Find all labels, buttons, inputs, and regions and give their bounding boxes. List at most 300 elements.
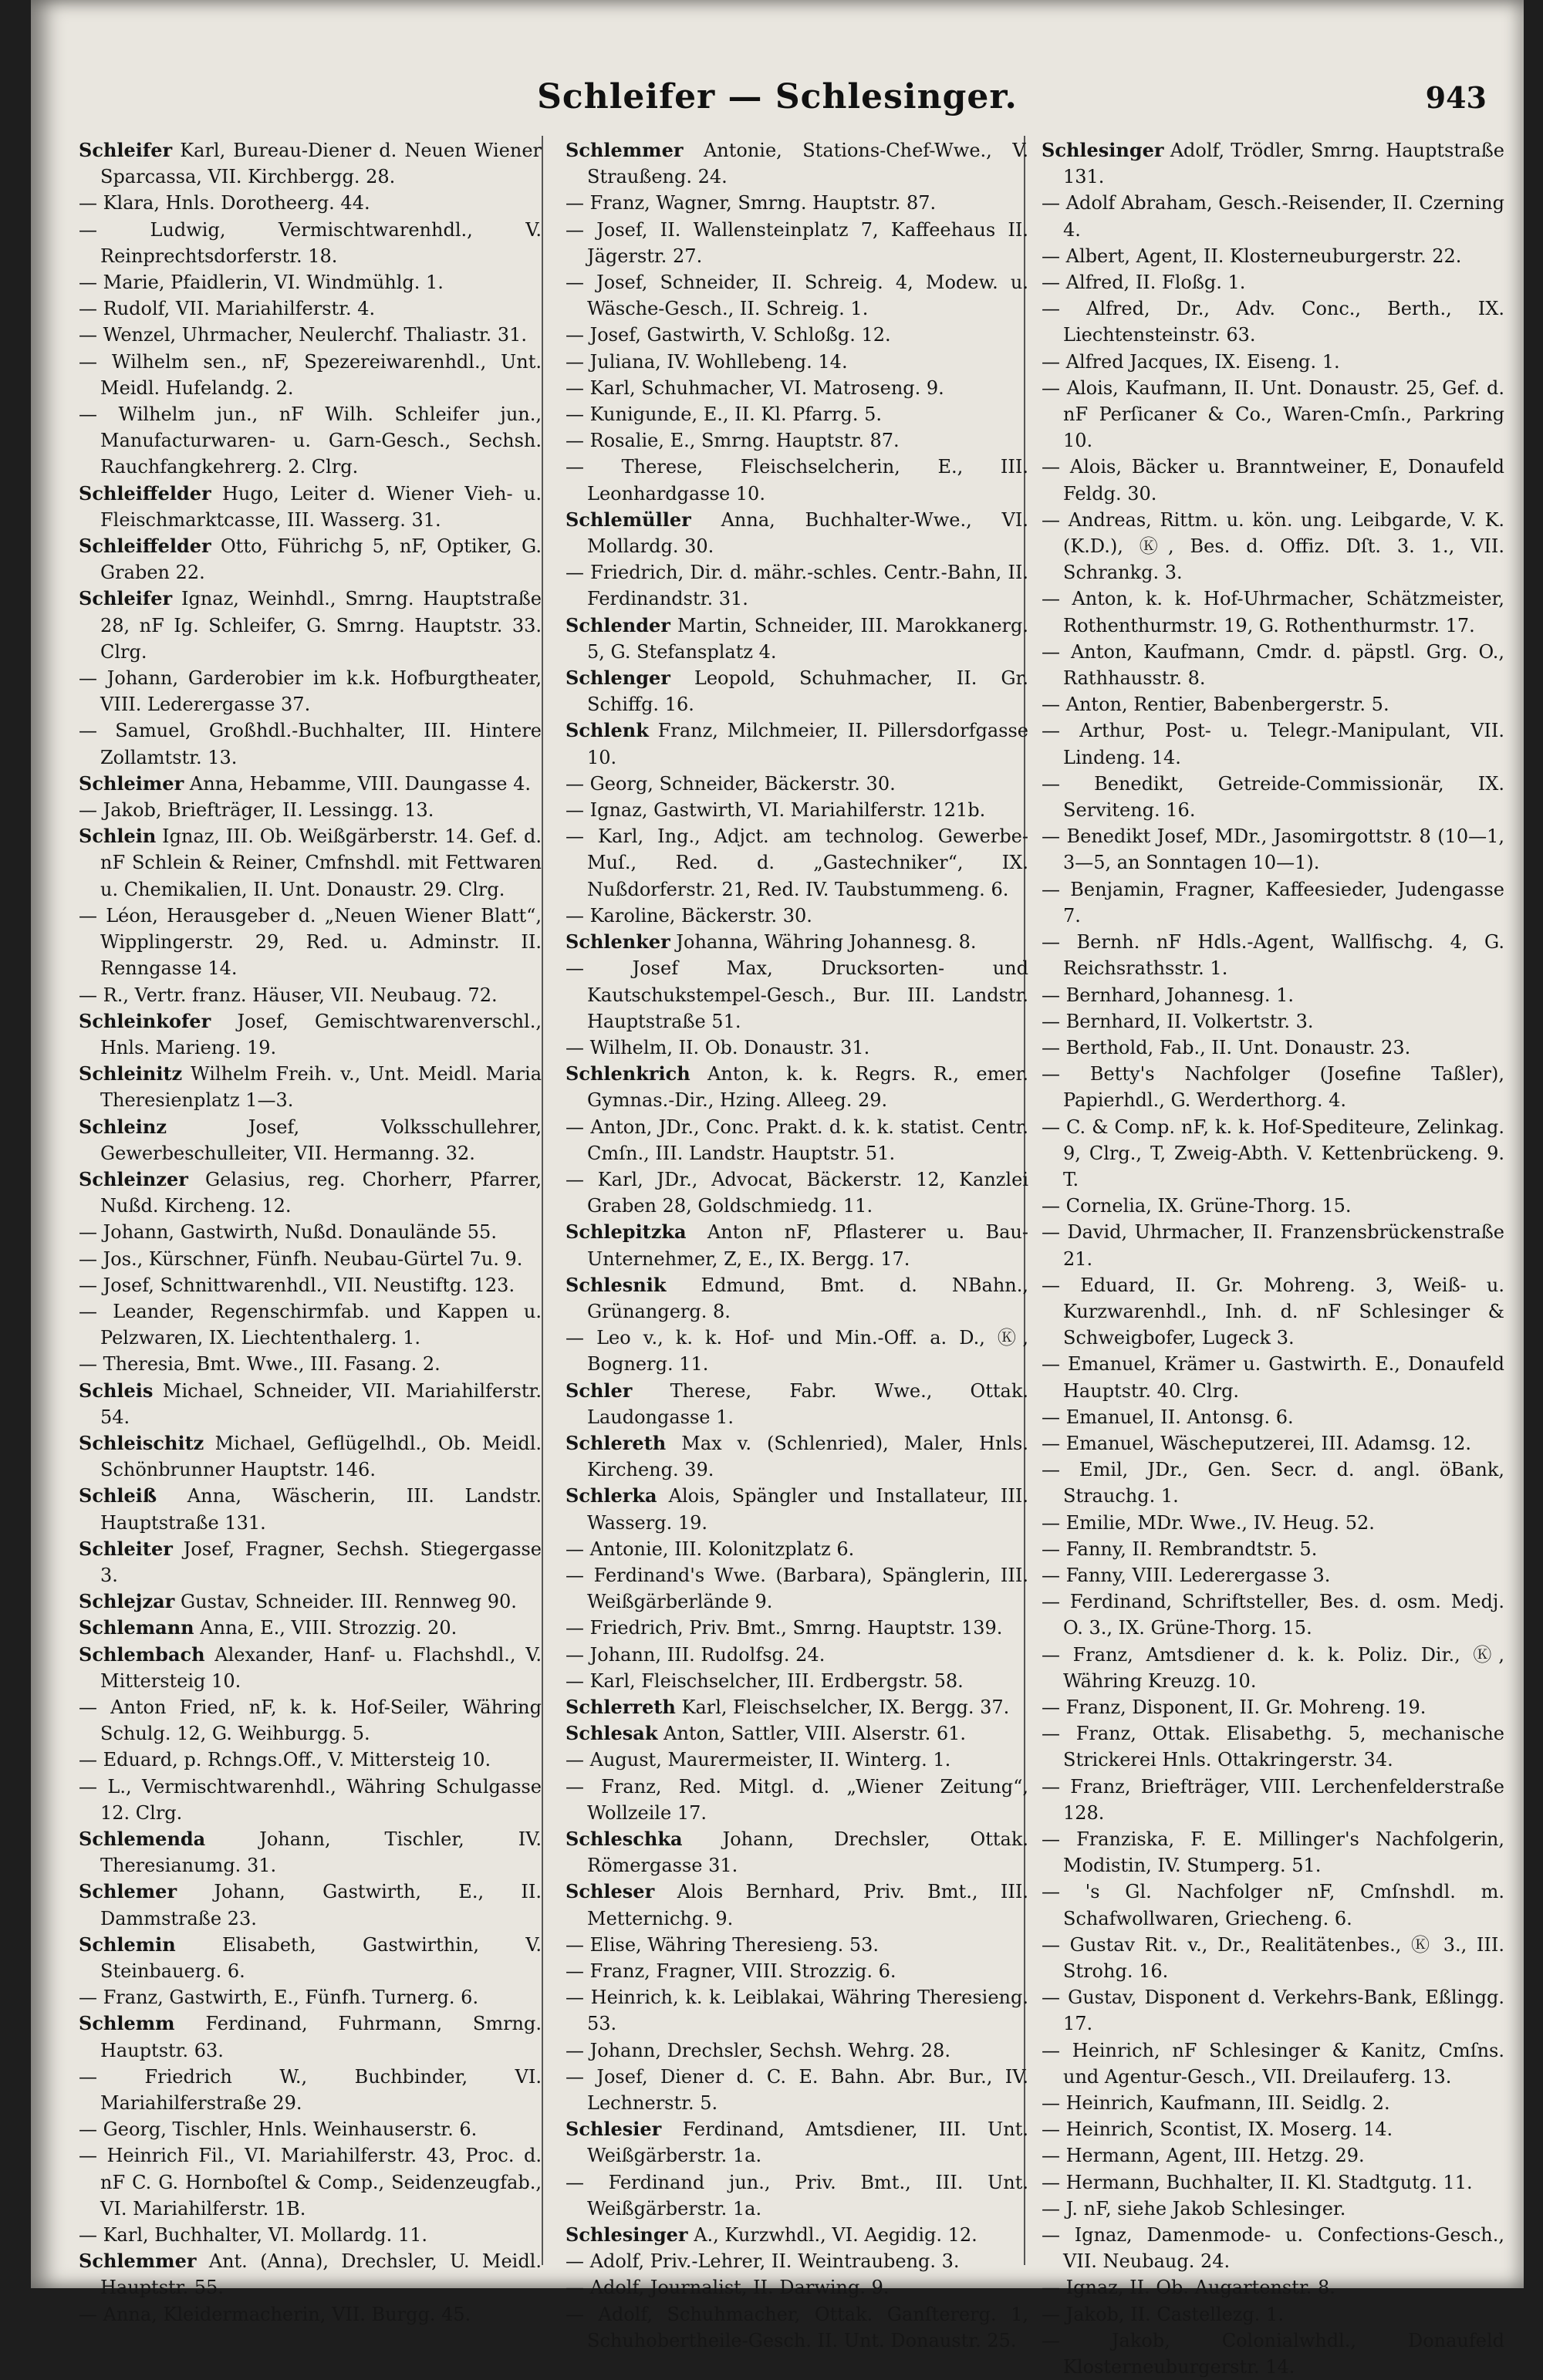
directory-entry	[566, 1114, 1028, 1166]
directory-entry	[566, 1694, 1028, 1720]
entry-text: — Johann, III. Rudolfsg. 24.	[566, 1643, 826, 1666]
entry-text: — Karoline, Bäckerstr. 30.	[566, 904, 812, 927]
entry-text: — Juliana, IV. Wohllebeng. 14.	[566, 350, 848, 373]
directory-entry	[1042, 1061, 1504, 1113]
directory-entry	[1042, 1774, 1504, 1826]
directory-entry	[566, 401, 1028, 427]
entry-text: — Anton, k. k. Hof-Uhrmacher, Schätzmeister, Rothenthurmstr. 19, G. Rothenthurmstr. 17.	[1042, 588, 1504, 636]
directory-entry	[566, 929, 1028, 955]
entry-text: — Betty's Nachfolger (Josefine Taßler), Papierhdl., G. Werderthorg. 4.	[1042, 1063, 1504, 1112]
directory-entry	[79, 1642, 542, 1694]
directory-entry	[1042, 1404, 1504, 1430]
entry-text: — Johann, Garderobier im k.k. Hofburgtheater, VIII. Lederergasse 37.	[79, 667, 542, 716]
directory-entry	[1042, 1694, 1504, 1720]
entry-text: — Elise, Währing Theresieng. 53.	[566, 1933, 880, 1956]
directory-entry	[1042, 375, 1504, 454]
entry-text: — Wilhelm jun., nF Wilh. Schleifer jun., Manufacturwaren- u. Garn-Gesch., Sechsh. Rauchfangkehrerg. 2. Clrg.	[79, 403, 542, 478]
directory-entry	[1042, 771, 1504, 823]
entry-text: — Karl, Fleischselcher, III. Erdbergstr. 58.	[566, 1669, 964, 1692]
directory-entry	[566, 269, 1028, 322]
entry-text: — Josef, Gastwirth, V. Schloßg. 12.	[566, 324, 891, 346]
directory-entry	[566, 1483, 1028, 1535]
directory-entry	[79, 295, 542, 322]
entry-text: — Eduard, p. Rchngs.Off., V. Mittersteig 10.	[79, 1749, 491, 1771]
entry-text: — Berthold, Fab., II. Unt. Donaustr. 23.	[1042, 1036, 1411, 1058]
entry-surname: Schleschka	[566, 1828, 683, 1850]
entry-text: — Jakob, Briefträger, II. Lessingg. 13.	[79, 799, 434, 822]
directory-entry	[79, 1536, 542, 1588]
entry-text: — Rosalie, E., Smrng. Hauptstr. 87.	[566, 430, 900, 452]
directory-page	[31, 0, 1524, 2378]
entry-text: — Heinrich, Scontist, IX. Moserg. 14.	[1042, 2118, 1393, 2141]
directory-entry	[1042, 1588, 1504, 1641]
directory-entry	[566, 1166, 1028, 1219]
entry-text: Edmund, Bmt. d. NBahn., Grünangerg. 8.	[587, 1274, 1028, 1322]
directory-entry	[79, 1378, 542, 1430]
directory-entry	[79, 1246, 542, 1272]
entry-text: — Gustav Rit. v., Dr., Realitätenbes., Ⓚ 3., III. Strohg. 16.	[1042, 1933, 1504, 1983]
directory-entry	[79, 2064, 542, 2116]
directory-entry	[1042, 2301, 1504, 2328]
directory-entry	[1042, 982, 1504, 1008]
entry-text: — Emanuel, Krämer u. Gastwirth. E., Donaufeld Hauptstr. 40. Clrg.	[1042, 1353, 1504, 1402]
entry-text: Gelasius, reg. Chorherr, Pfarrer, Nußd. Kircheng. 12.	[100, 1168, 542, 1217]
entry-text: — C. & Comp. nF, k. k. Hof-Spediteure, Zelinkag. 9, Clrg., T, Zweig-Abth. V. Kettenbrückeng. 9. T.	[1042, 1116, 1504, 1190]
entry-text: Josef, Volksschullehrer, Gewerbeschulleiter, VII. Hermanng. 32.	[100, 1116, 542, 1164]
entry-text: Ferdinand, Amtsdiener, III. Unt. Weißgärberstr. 1a.	[587, 2118, 1028, 2167]
entry-text: — Eduard, II. Gr. Mohreng. 3, Weiß- u. Kurzwarenhdl., Inh. d. nF Schlesinger & Schweigbofer, Lugeck 3.	[1042, 1274, 1504, 1349]
directory-entry	[79, 717, 542, 770]
directory-entry	[1042, 1510, 1504, 1536]
directory-entry	[1042, 1351, 1504, 1403]
entry-text: — Alfred, Dr., Adv. Conc., Berth., IX. Liechtensteinstr. 63.	[1042, 298, 1504, 346]
directory-entry	[1042, 190, 1504, 242]
entry-text: — Fanny, VIII. Lederergasse 3.	[1042, 1564, 1331, 1586]
directory-entry	[1042, 1219, 1504, 1271]
directory-entry	[566, 1562, 1028, 1615]
directory-entry	[1042, 1826, 1504, 1879]
entry-text: Alexander, Hanf- u. Flachshdl., V. Mittersteig 10.	[100, 1643, 542, 1692]
directory-entry	[566, 1272, 1028, 1325]
directory-entry	[1042, 454, 1504, 506]
entry-text: Josef, Gemischtwarenverschl., Hnls. Marieng. 19.	[100, 1010, 542, 1058]
entry-surname: Schlesinger	[1042, 139, 1164, 161]
directory-entry	[79, 533, 542, 586]
entry-text: Karl, Bureau-Diener d. Neuen Wiener Sparcassa, VII. Kirchbergg. 28.	[100, 140, 542, 188]
directory-entry	[566, 454, 1028, 506]
directory-entry	[566, 2116, 1028, 2169]
directory-entry	[566, 1984, 1028, 2037]
entry-text: Wilhelm Freih. v., Unt. Meidl. Maria Theresienplatz 1—3.	[100, 1063, 542, 1112]
entry-text: Johann, Drechsler, Ottak. Römergasse 31.	[587, 1828, 1028, 1877]
directory-entry	[79, 1694, 542, 1747]
directory-entry	[79, 1932, 542, 1984]
directory-entry	[566, 2301, 1028, 2354]
entry-surname: Schleiffelder	[79, 481, 211, 505]
entry-text: Ignaz, Weinhdl., Smrng. Hauptstraße 28, nF Ig. Schleifer, G. Smrng. Hauptstr. 33. Clrg.	[100, 588, 542, 663]
directory-entry	[566, 2064, 1028, 2116]
entry-surname: Schleinitz	[79, 1062, 183, 1085]
entry-text: Karl, Fleischselcher, IX. Bergg. 37.	[681, 1696, 1010, 1718]
entry-text: — Franz, Red. Mitgl. d. „Wiener Zeitung“, Wollzeile 17.	[566, 1775, 1028, 1824]
entry-text: — Franziska, F. E. Millinger's Nachfolgerin, Modistin, IV. Stumperg. 51.	[1042, 1828, 1504, 1877]
entry-surname: Schlembach	[79, 1642, 205, 1666]
entry-surname: Schlerka	[566, 1484, 657, 1507]
directory-entry	[566, 349, 1028, 375]
entry-surname: Schlenkrich	[566, 1062, 690, 1085]
entry-text: — Anna, Kleidermacherin, VII. Burgg. 45.	[79, 2303, 471, 2325]
entry-text: — Antonie, III. Kolonitzplatz 6.	[566, 1538, 855, 1560]
entry-text: — Friedrich, Priv. Bmt., Smrng. Hauptstr. 139.	[566, 1617, 1003, 1639]
entry-text: — Friedrich, Dir. d. mähr.-schles. Centr.-Bahn, II. Ferdinandstr. 31.	[566, 562, 1028, 610]
entry-surname: Schleser	[566, 1880, 655, 1903]
directory-entry	[566, 2248, 1028, 2274]
entry-text: — David, Uhrmacher, II. Franzensbrückenstraße 21.	[1042, 1221, 1504, 1270]
directory-entry	[79, 1219, 542, 1245]
directory-entry	[1042, 2222, 1504, 2274]
directory-entry	[566, 2274, 1028, 2301]
directory-entry	[566, 1932, 1028, 1958]
directory-entry	[1042, 929, 1504, 981]
entry-text: — Cornelia, IX. Grüne-Thorg. 15.	[1042, 1195, 1352, 1217]
entry-text: — Johann, Drechsler, Sechsh. Wehrg. 28.	[566, 2039, 950, 2061]
entry-surname: Schlesnik	[566, 1273, 667, 1296]
directory-entry	[566, 322, 1028, 348]
directory-entry	[1042, 1193, 1504, 1219]
directory-entry	[1042, 1008, 1504, 1035]
entry-text: — 's Gl. Nachfolger nF, Cmſnshdl. m. Schafwollwaren, Griecheng. 6.	[1042, 1881, 1504, 1929]
directory-entry	[79, 823, 542, 903]
directory-entry	[566, 1615, 1028, 1641]
entry-text: — Ignaz, II. Ob. Augartenstr. 8.	[1042, 2277, 1335, 2299]
entry-surname: Schleis	[79, 1379, 154, 1402]
directory-entry	[566, 903, 1028, 929]
entry-text: Johann, Tischler, IV. Theresianumg. 31.	[100, 1828, 542, 1877]
directory-entry	[79, 401, 542, 481]
directory-entry	[1042, 269, 1504, 295]
entry-text: A., Kurzwhdl., VI. Aegidig. 12.	[694, 2224, 977, 2247]
directory-entry	[1042, 823, 1504, 876]
directory-entry	[566, 1035, 1028, 1061]
entry-text: — August, Maurermeister, II. Winterg. 1.	[566, 1749, 951, 1771]
entry-text: — Heinrich, k. k. Leiblakai, Währing Theresieng. 53.	[566, 1987, 1028, 2035]
directory-entry	[566, 1720, 1028, 1747]
directory-entry	[1042, 243, 1504, 269]
directory-entry	[1042, 1457, 1504, 1509]
entry-surname: Schleinkofer	[79, 1009, 211, 1032]
entry-text: — Arthur, Post- u. Telegr.-Manipulant, VII. Lindeng. 14.	[1042, 720, 1504, 768]
directory-entry	[79, 1061, 542, 1113]
directory-entry	[1042, 1536, 1504, 1562]
directory-entry	[1042, 1932, 1504, 1984]
column-2	[566, 137, 1029, 2351]
entry-text: — Ignaz, Damenmode- u. Confections-Gesch., VII. Neubaug. 24.	[1042, 2224, 1504, 2273]
entry-text: — Anton Fried, nF, k. k. Hof-Seiler, Währing Schulg. 12, G. Weihburgg. 5.	[79, 1696, 542, 1745]
entry-text: — Bernhard, II. Volkertstr. 3.	[1042, 1010, 1314, 1032]
entry-text: — Jakob, Colonialwhdl., Donaufeld Klosterneuburgerstr. 14.	[1042, 2329, 1504, 2378]
entry-text: — Alois, Kaufmann, II. Unt. Donaustr. 25, Gef. d. nF Perſicaner & Co., Waren-Cmſn., Parkring 10.	[1042, 376, 1504, 452]
entry-text: — Franz, Gastwirth, E., Fünfh. Turnerg. 6.	[79, 1987, 479, 2009]
entry-text: — Georg, Tischler, Hnls. Weinhauserstr. 6.	[79, 2118, 478, 2141]
entry-text: — Heinrich, nF Schlesinger & Kanitz, Cmſns. und Agentur-Gesch., VII. Dreilauferg. 13.	[1042, 2039, 1504, 2088]
directory-entry	[79, 190, 542, 216]
entry-text: — Wenzel, Uhrmacher, Neulerchf. Thaliastr. 31.	[79, 324, 528, 346]
entry-text: — Anton, Kaufmann, Cmdr. d. päpstl. Grg. O., Rathhausstr. 8.	[1042, 640, 1504, 690]
directory-entry	[1042, 1035, 1504, 1061]
directory-entry	[566, 507, 1028, 559]
directory-entry	[79, 1588, 542, 1615]
page-number: 943	[1425, 80, 1487, 115]
entry-surname: Schlereth	[566, 1431, 667, 1454]
directory-entry	[1042, 2116, 1504, 2142]
entry-text: Franz, Milchmeier, II. Pillersdorfgasse 10.	[587, 720, 1028, 768]
entry-text: — Franz, Disponent, II. Gr. Mohreng. 19.	[1042, 1696, 1427, 1718]
entry-text: Hugo, Leiter d. Wiener Vieh- u. Fleischmarktcasse, III. Wasserg. 31.	[100, 482, 542, 531]
entry-text: — Franz, Briefträger, VIII. Lerchenfelderstraße 128.	[1042, 1775, 1504, 1824]
entry-text: — Wilhelm, II. Ob. Donaustr. 31.	[566, 1036, 870, 1058]
directory-entry	[79, 1272, 542, 1298]
directory-entry	[566, 955, 1028, 1035]
entry-surname: Schlejzar	[79, 1590, 175, 1613]
entry-text: — Adolf, Journalist, II. Darwing. 9.	[566, 2277, 890, 2299]
entry-surname: Schleinz	[79, 1115, 167, 1138]
directory-entry	[1042, 2090, 1504, 2116]
directory-entry	[566, 2169, 1028, 2222]
entry-text: — Adolf Abraham, Gesch.-Reisender, II. Czerning 4.	[1042, 192, 1504, 241]
entry-surname: Schlein	[79, 825, 157, 848]
entry-text: — Emil, JDr., Gen. Secr. d. angl. öBank, Strauchg. 1.	[1042, 1459, 1504, 1507]
entry-surname: Schlesak	[566, 1722, 658, 1745]
entry-text: — Theresia, Bmt. Wwe., III. Fasang. 2.	[79, 1353, 441, 1376]
entry-text: — Ludwig, Vermischtwarenhdl., V. Reinprechtsdorferstr. 18.	[79, 218, 542, 267]
entry-surname: Schlemüller	[566, 508, 691, 531]
directory-entry	[79, 269, 542, 295]
directory-entry	[1042, 295, 1504, 348]
entry-surname: Schlemann	[79, 1616, 194, 1639]
entry-text: — Ignaz, Gastwirth, VI. Mariahilferstr. 121b.	[566, 799, 986, 822]
directory-entry	[566, 1668, 1028, 1694]
directory-entry	[1042, 1114, 1504, 1193]
entry-text: — Bernh. nF Hdls.-Agent, Wallfischg. 4, G. Reichsrathsstr. 1.	[1042, 931, 1504, 980]
entry-text: — Samuel, Großhdl.-Buchhalter, III. Hintere Zollamtstr. 13.	[79, 720, 542, 768]
entry-text: — Alfred, II. Floßg. 1.	[1042, 272, 1246, 294]
entry-text: Ignaz, III. Ob. Weißgärberstr. 14. Gef. d. nF Schlein & Reiner, Cmfnshdl. mit Fettwaren u. Chemikalien, II. Unt. Donaustr. 29. Clrg.	[100, 825, 542, 900]
directory-entry	[1042, 507, 1504, 586]
column-1	[79, 137, 542, 2325]
directory-entry	[79, 349, 542, 401]
entry-surname: Schlenker	[566, 930, 670, 954]
directory-entry	[1042, 876, 1504, 929]
directory-entry	[1042, 586, 1504, 638]
directory-entry	[1042, 691, 1504, 717]
directory-entry	[566, 1219, 1028, 1271]
entry-surname: Schlemenda	[79, 1828, 206, 1850]
entry-text: Michael, Geflügelhdl., Ob. Meidl. Schönbrunner Hauptstr. 146.	[100, 1432, 542, 1481]
entry-text: Elisabeth, Gastwirthin, V. Steinbauerg. 6.	[100, 1933, 542, 1983]
entry-text: — L., Vermischtwarenhdl., Währing Schulgasse 12. Clrg.	[79, 1775, 542, 1824]
directory-entry	[79, 2301, 542, 2328]
directory-entry	[79, 1298, 542, 1351]
column-3	[1042, 137, 1504, 2378]
entry-surname: Schleiß	[79, 1484, 157, 1507]
entry-text: — Therese, Fleischselcherin, E., III. Leonhardgasse 10.	[566, 456, 1028, 505]
directory-entry	[1042, 349, 1504, 375]
entry-text: — Andreas, Rittm. u. kön. ung. Leibgarde, V. K. (K.D.), Ⓚ, Bes. d. Offiz. Dſt. 3. 1., VII. Schrankg. 3.	[1042, 508, 1504, 584]
entry-text: — Bernhard, Johannesg. 1.	[1042, 984, 1295, 1006]
entry-surname: Schlender	[566, 613, 670, 636]
entry-text: Max v. (Schlenried), Maler, Hnls. Kircheng. 39.	[587, 1432, 1028, 1481]
directory-entry	[79, 1615, 542, 1641]
directory-entry	[566, 665, 1028, 717]
entry-text: Ant. (Anna), Drechsler, U. Meidl. Hauptstr. 55.	[100, 2250, 542, 2299]
directory-entry	[79, 903, 542, 982]
directory-entry	[1042, 1720, 1504, 1773]
entry-surname: Schlemer	[79, 1880, 177, 1903]
directory-entry	[79, 1826, 542, 1879]
directory-entry	[566, 1774, 1028, 1826]
directory-entry	[566, 797, 1028, 823]
entry-text: — Anton, Rentier, Babenbergerstr. 5.	[1042, 694, 1389, 716]
entry-text: — Josef, Schnittwarenhdl., VII. Neustiftg. 123.	[79, 1274, 515, 1296]
directory-entry	[79, 2116, 542, 2142]
entry-text: — Rudolf, VII. Mariahilferstr. 4.	[79, 298, 376, 320]
entry-text: — Karl, Schuhmacher, VI. Matroseng. 9.	[566, 376, 944, 399]
directory-entry	[1042, 1984, 1504, 2037]
entry-surname: Schlemm	[79, 2012, 175, 2035]
entry-text: Michael, Schneider, VII. Mariahilferstr. 54.	[100, 1379, 542, 1428]
entry-text: — Benedikt, Getreide-Commissionär, IX. Serviteng. 16.	[1042, 772, 1504, 822]
page-title: Schleifer — Schlesinger.	[537, 77, 1018, 116]
entry-text: Therese, Fabr. Wwe., Ottak. Laudongasse 1.	[587, 1379, 1028, 1428]
directory-entry	[566, 823, 1028, 903]
entry-text: — Franz, Wagner, Smrng. Hauptstr. 87.	[566, 192, 937, 214]
directory-entry	[566, 1642, 1028, 1668]
directory-entry	[1042, 1562, 1504, 1588]
directory-entry	[1042, 1430, 1504, 1457]
entry-text: — Friedrich W., Buchbinder, VI. Mariahilferstraße 29.	[79, 2065, 542, 2115]
entry-text: Anna, Wäscherin, III. Landstr. Hauptstraße 131.	[100, 1485, 542, 1534]
entry-surname: Schler	[566, 1379, 633, 1402]
directory-entry	[79, 481, 542, 533]
directory-entry	[1042, 1642, 1504, 1694]
entry-text: — Alfred Jacques, IX. Eiseng. 1.	[1042, 350, 1340, 373]
entry-surname: Schlesinger	[566, 2223, 688, 2247]
entry-text: — Heinrich Fil., VI. Mariahilferstr. 43, Proc. d. nF C. G. Hornboſtel & Comp., Seidenzeugfab., VI. Mariahilferstr. 1B.	[79, 2145, 542, 2220]
entry-text: Johanna, Währing Johannesg. 8.	[676, 931, 977, 954]
entry-surname: Schleimer	[79, 771, 184, 795]
directory-entry	[1042, 2274, 1504, 2301]
directory-entry	[566, 1958, 1028, 1984]
directory-entry	[79, 322, 542, 348]
directory-entry	[1042, 2037, 1504, 2090]
directory-entry	[566, 1061, 1028, 1113]
directory-entry	[79, 1008, 542, 1061]
directory-entry	[566, 217, 1028, 269]
entry-text: — Josef, II. Wallensteinplatz 7, Kaffeehaus II. Jägerstr. 27.	[566, 218, 1028, 267]
entry-text: Antonie, Stations-Chef-Wwe., V. Straußeng. 24.	[587, 140, 1028, 188]
entry-text: — Klara, Hnls. Dorotheerg. 44.	[79, 192, 370, 214]
entry-text: Alois, Spängler und Installateur, III. Wasserg. 19.	[587, 1485, 1028, 1534]
directory-entry	[79, 1351, 542, 1377]
entry-text: — Hermann, Agent, III. Hetzg. 29.	[1042, 2145, 1365, 2167]
entry-surname: Schlepitzka	[566, 1220, 687, 1244]
entry-text: — Wilhelm sen., nF, Spezereiwarenhdl., Unt. Meidl. Hufelandg. 2.	[79, 350, 542, 399]
entry-surname: Schlemmer	[566, 139, 684, 161]
entry-text: — Franz, Ottak. Elisabethg. 5, mechanische Strickerei Hnls. Ottakringerstr. 34.	[1042, 1723, 1504, 1771]
entry-text: — Alois, Bäcker u. Branntweiner, E, Donaufeld Feldg. 30.	[1042, 456, 1504, 505]
entry-text: — Karl, Buchhalter, VI. Mollardg. 11.	[79, 2224, 428, 2247]
directory-entry	[1042, 1879, 1504, 1931]
entry-text: — Franz, Fragner, VIII. Strozzig. 6.	[566, 1960, 896, 1983]
directory-entry	[1042, 2328, 1504, 2380]
directory-entry	[79, 1430, 542, 1483]
directory-entry	[79, 2010, 542, 2063]
entry-text: Ferdinand, Fuhrmann, Smrng. Hauptstr. 63.	[100, 2013, 542, 2061]
entry-surname: Schleifer	[79, 587, 173, 610]
directory-entry	[79, 2142, 542, 2222]
entry-surname: Schlemin	[79, 1933, 176, 1956]
directory-entry	[79, 2248, 542, 2301]
directory-entry	[79, 665, 542, 717]
entry-text: — Franz, Amtsdiener d. k. k. Poliz. Dir., Ⓚ, Währing Kreuzg. 10.	[1042, 1643, 1504, 1692]
directory-entry	[566, 1826, 1028, 1879]
entry-text: — Adolf, Priv.-Lehrer, II. Weintraubeng. 3.	[566, 2250, 960, 2273]
entry-text: — Josef Max, Drucksorten- und Kautschukstempel-Gesch., Bur. III. Landstr. Hauptstraße 51.	[566, 957, 1028, 1032]
entry-text: — J. nF, siehe Jakob Schlesinger.	[1042, 2197, 1346, 2220]
entry-text: — Ferdinand's Wwe. (Barbara), Spänglerin, III. Weißgärberlände 9.	[566, 1564, 1028, 1613]
entry-text: — Benedikt Josef, MDr., Jasomirgottstr. 8 (10—1, 3—5, an Sonntagen 10—1).	[1042, 825, 1504, 874]
entry-text: Anton nF, Pflasterer u. Bau-Unternehmer, Z, E., IX. Bergg. 17.	[587, 1221, 1028, 1270]
entry-surname: Schlesier	[566, 2118, 662, 2141]
column-divider	[542, 136, 543, 2265]
directory-entry	[566, 559, 1028, 612]
directory-entry	[79, 586, 542, 665]
entry-text: Johann, Gastwirth, E., II. Dammstraße 23.	[100, 1881, 542, 1929]
directory-entry	[1042, 137, 1504, 190]
entry-surname: Schlerreth	[566, 1695, 676, 1718]
directory-entry	[566, 137, 1028, 190]
entry-surname: Schlenk	[566, 719, 649, 742]
directory-entry	[79, 797, 542, 823]
entry-text: — Emanuel, Wäscheputzerei, III. Adamsg. 12.	[1042, 1432, 1472, 1454]
directory-entry	[566, 1879, 1028, 1931]
entry-text: — Josef, Diener d. C. E. Bahn. Abr. Bur., IV. Lechnerstr. 5.	[566, 2065, 1028, 2115]
directory-entry	[566, 2222, 1028, 2248]
entry-text: Anna, E., VIII. Strozzig. 20.	[200, 1617, 457, 1639]
directory-entry	[566, 427, 1028, 454]
entry-text: — Emanuel, II. Antonsg. 6.	[1042, 1406, 1294, 1428]
entry-surname: Schleinzer	[79, 1167, 188, 1190]
directory-entry	[79, 1114, 542, 1166]
entry-text: Anna, Hebamme, VIII. Daungasse 4.	[189, 772, 531, 795]
entry-surname: Schleifer	[79, 139, 173, 161]
entry-surname: Schlenger	[566, 667, 670, 690]
directory-entry	[79, 1984, 542, 2010]
directory-entry	[79, 2222, 542, 2248]
directory-entry	[566, 1325, 1028, 1377]
entry-text: — Emilie, MDr. Wwe., IV. Heug. 52.	[1042, 1511, 1375, 1534]
entry-text: — Leander, Regenschirmfab. und Kappen u. Pelzwaren, IX. Liechtenthalerg. 1.	[79, 1300, 542, 1349]
entry-text: — Léon, Herausgeber d. „Neuen Wiener Blatt“, Wipplingerstr. 29, Red. u. Adminstr. II. Renngasse 14.	[79, 904, 542, 980]
directory-entry	[566, 1430, 1028, 1483]
directory-entry	[79, 1774, 542, 1826]
entry-text: Anton, k. k. Regrs. R., emer. Gymnas.-Dir., Hzing. Alleeg. 29.	[587, 1063, 1029, 1112]
entry-text: — R., Vertr. franz. Häuser, VII. Neubaug. 72.	[79, 984, 498, 1006]
directory-entry	[566, 375, 1028, 401]
entry-text: — Benjamin, Fragner, Kaffeesieder, Judengasse 7.	[1042, 878, 1504, 927]
directory-entry	[79, 771, 542, 797]
entry-text: Josef, Fragner, Sechsh. Stiegergasse 3.	[100, 1538, 542, 1586]
